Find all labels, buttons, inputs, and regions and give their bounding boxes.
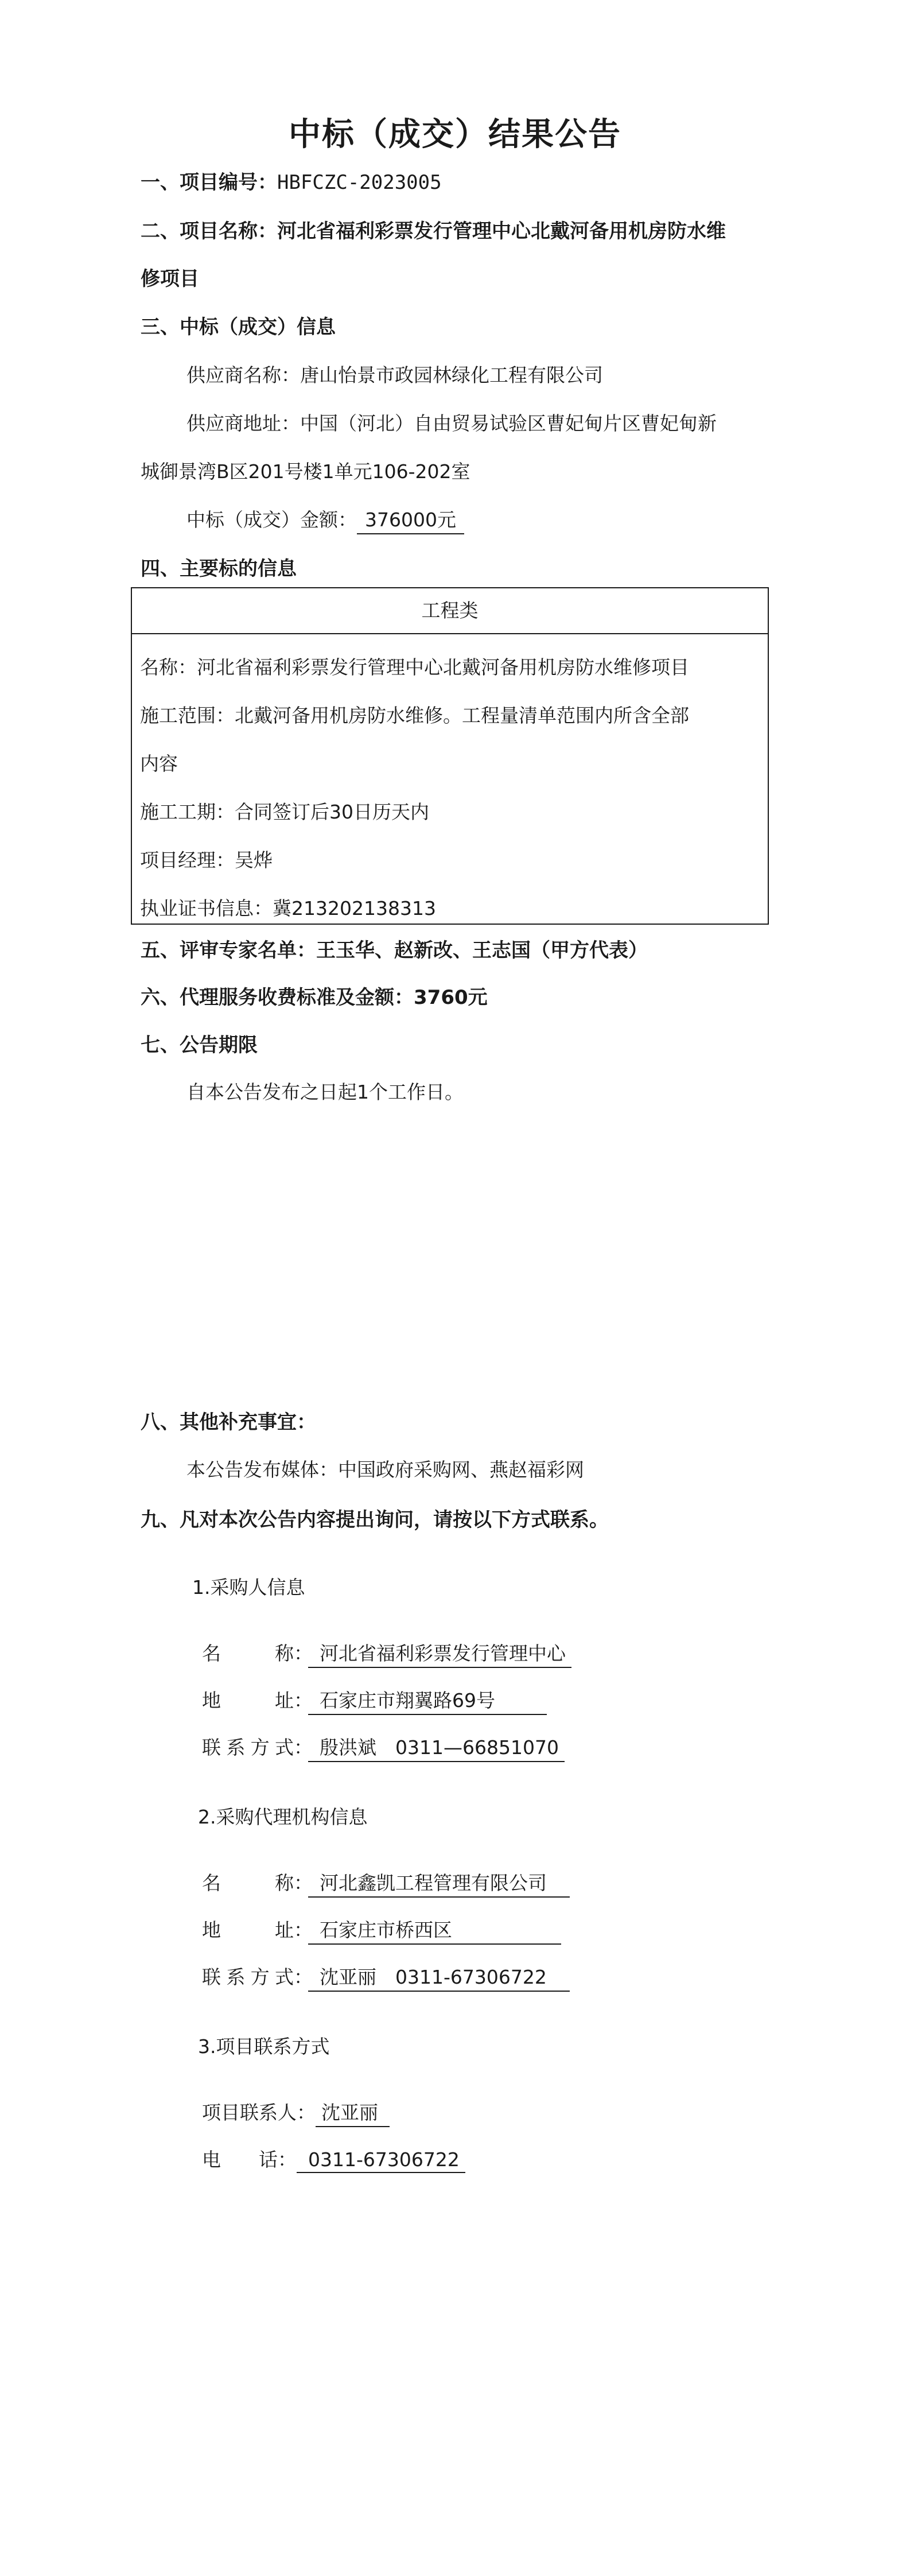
award-amount xyxy=(186,505,464,534)
publication-media: 本公告发布媒体：中国政府采购网、燕赵福彩网 xyxy=(186,1458,584,1481)
page-title: 中标（成交）结果公告 xyxy=(289,116,621,153)
construction-period: 施工工期：合同签订后30日历天内 xyxy=(140,801,429,823)
award-amount-label: 中标（成交）金额： xyxy=(186,509,357,531)
project-phone-row xyxy=(202,2145,465,2173)
agency-contact-row: 联系方式 ： 沈亚丽 0311-67306722 xyxy=(202,1962,661,1988)
agency-contact-value: 沈亚丽 0311-67306722 xyxy=(308,1962,570,1992)
purchaser-name-row: 名 称 ： 河北省福利彩票发行管理中心 xyxy=(202,1639,661,1665)
announcement-period-text: 自本公告发布之日起1个工作日。 xyxy=(186,1081,464,1103)
agency-contact-label: 联系方式 xyxy=(202,1966,294,1988)
agency-name-row: 名 称 ： 河北鑫凯工程管理有限公司 xyxy=(202,1868,661,1894)
supplier-address-line2: 城御景湾B区201号楼1单元106-202室 xyxy=(141,460,470,483)
project-name-line2: 修项目 xyxy=(141,267,199,290)
project-number xyxy=(141,166,442,195)
agency-heading: 2.采购代理机构信息 xyxy=(198,1806,368,1828)
supplier-name: 供应商名称：唐山怡景市政园林绿化工程有限公司 xyxy=(186,364,603,386)
construction-scope-line1: 施工范围：北戴河备用机房防水维修。工程量清单范围内所含全部 xyxy=(140,704,689,727)
award-amount-value: 376000元 xyxy=(357,505,464,534)
project-number-value: HBFCZC-2023005 xyxy=(277,171,442,194)
purchaser-address-label: 地 址 xyxy=(202,1689,294,1712)
purchaser-address-row: 地 址 ： 石家庄市翔翼路69号 xyxy=(202,1686,661,1712)
project-contact-person-label: 项目联系人： xyxy=(202,2101,316,2124)
supplementary-heading: 八、其他补充事宜： xyxy=(141,1411,316,1434)
project-phone-label: 电 话： xyxy=(202,2148,297,2171)
subject-info-table xyxy=(131,587,769,925)
certificate-info: 执业证书信息：冀213202138313 xyxy=(140,897,436,920)
project-contact-person-value: 沈亚丽 xyxy=(316,2098,390,2127)
agency-name-value: 河北鑫凯工程管理有限公司 xyxy=(308,1868,570,1898)
project-contact-person-row xyxy=(202,2098,390,2127)
subject-table-header: 工程类 xyxy=(132,588,768,634)
main-subject-heading: 四、主要标的信息 xyxy=(141,557,297,580)
agency-address-label: 地 址 xyxy=(202,1919,294,1941)
project-name-line1: 二、项目名称：河北省福利彩票发行管理中心北戴河备用机房防水维 xyxy=(141,220,726,243)
project-manager: 项目经理：吴烨 xyxy=(140,849,273,871)
agency-address-value: 石家庄市桥西区 xyxy=(308,1915,561,1945)
purchaser-name-value: 河北省福利彩票发行管理中心 xyxy=(308,1639,571,1668)
project-phone-value: 0311-67306722 xyxy=(297,2148,465,2173)
purchaser-address-value: 石家庄市翔翼路69号 xyxy=(308,1686,547,1715)
construction-scope-line2: 内容 xyxy=(140,752,178,775)
contact-heading: 九、凡对本次公告内容提出询问，请按以下方式联系。 xyxy=(141,1508,609,1531)
review-experts: 五、评审专家名单：王玉华、赵新改、王志国（甲方代表） xyxy=(141,939,648,962)
project-contact-heading: 3.项目联系方式 xyxy=(198,2035,330,2058)
purchaser-contact-row: 联系方式 ： 殷洪斌 0311—66851070 xyxy=(202,1733,661,1759)
purchaser-heading: 1.采购人信息 xyxy=(192,1576,305,1599)
announcement-period-heading: 七、公告期限 xyxy=(141,1034,258,1057)
agency-name-label: 名 称 xyxy=(202,1872,294,1894)
agency-fee: 六、代理服务收费标准及金额：3760元 xyxy=(141,986,488,1009)
purchaser-contact-label: 联系方式 xyxy=(202,1736,294,1759)
project-number-label: 一、项目编号： xyxy=(141,171,277,194)
subject-name: 名称：河北省福利彩票发行管理中心北戴河备用机房防水维修项目 xyxy=(140,656,689,678)
agency-address-row: 地 址 ： 石家庄市桥西区 xyxy=(202,1915,661,1941)
supplier-address-line1: 供应商地址：中国（河北）自由贸易试验区曹妃甸片区曹妃甸新 xyxy=(186,412,717,434)
purchaser-name-label: 名 称 xyxy=(202,1642,294,1665)
award-info-heading: 三、中标（成交）信息 xyxy=(141,316,336,339)
purchaser-contact-value: 殷洪斌 0311—66851070 xyxy=(308,1733,565,1762)
